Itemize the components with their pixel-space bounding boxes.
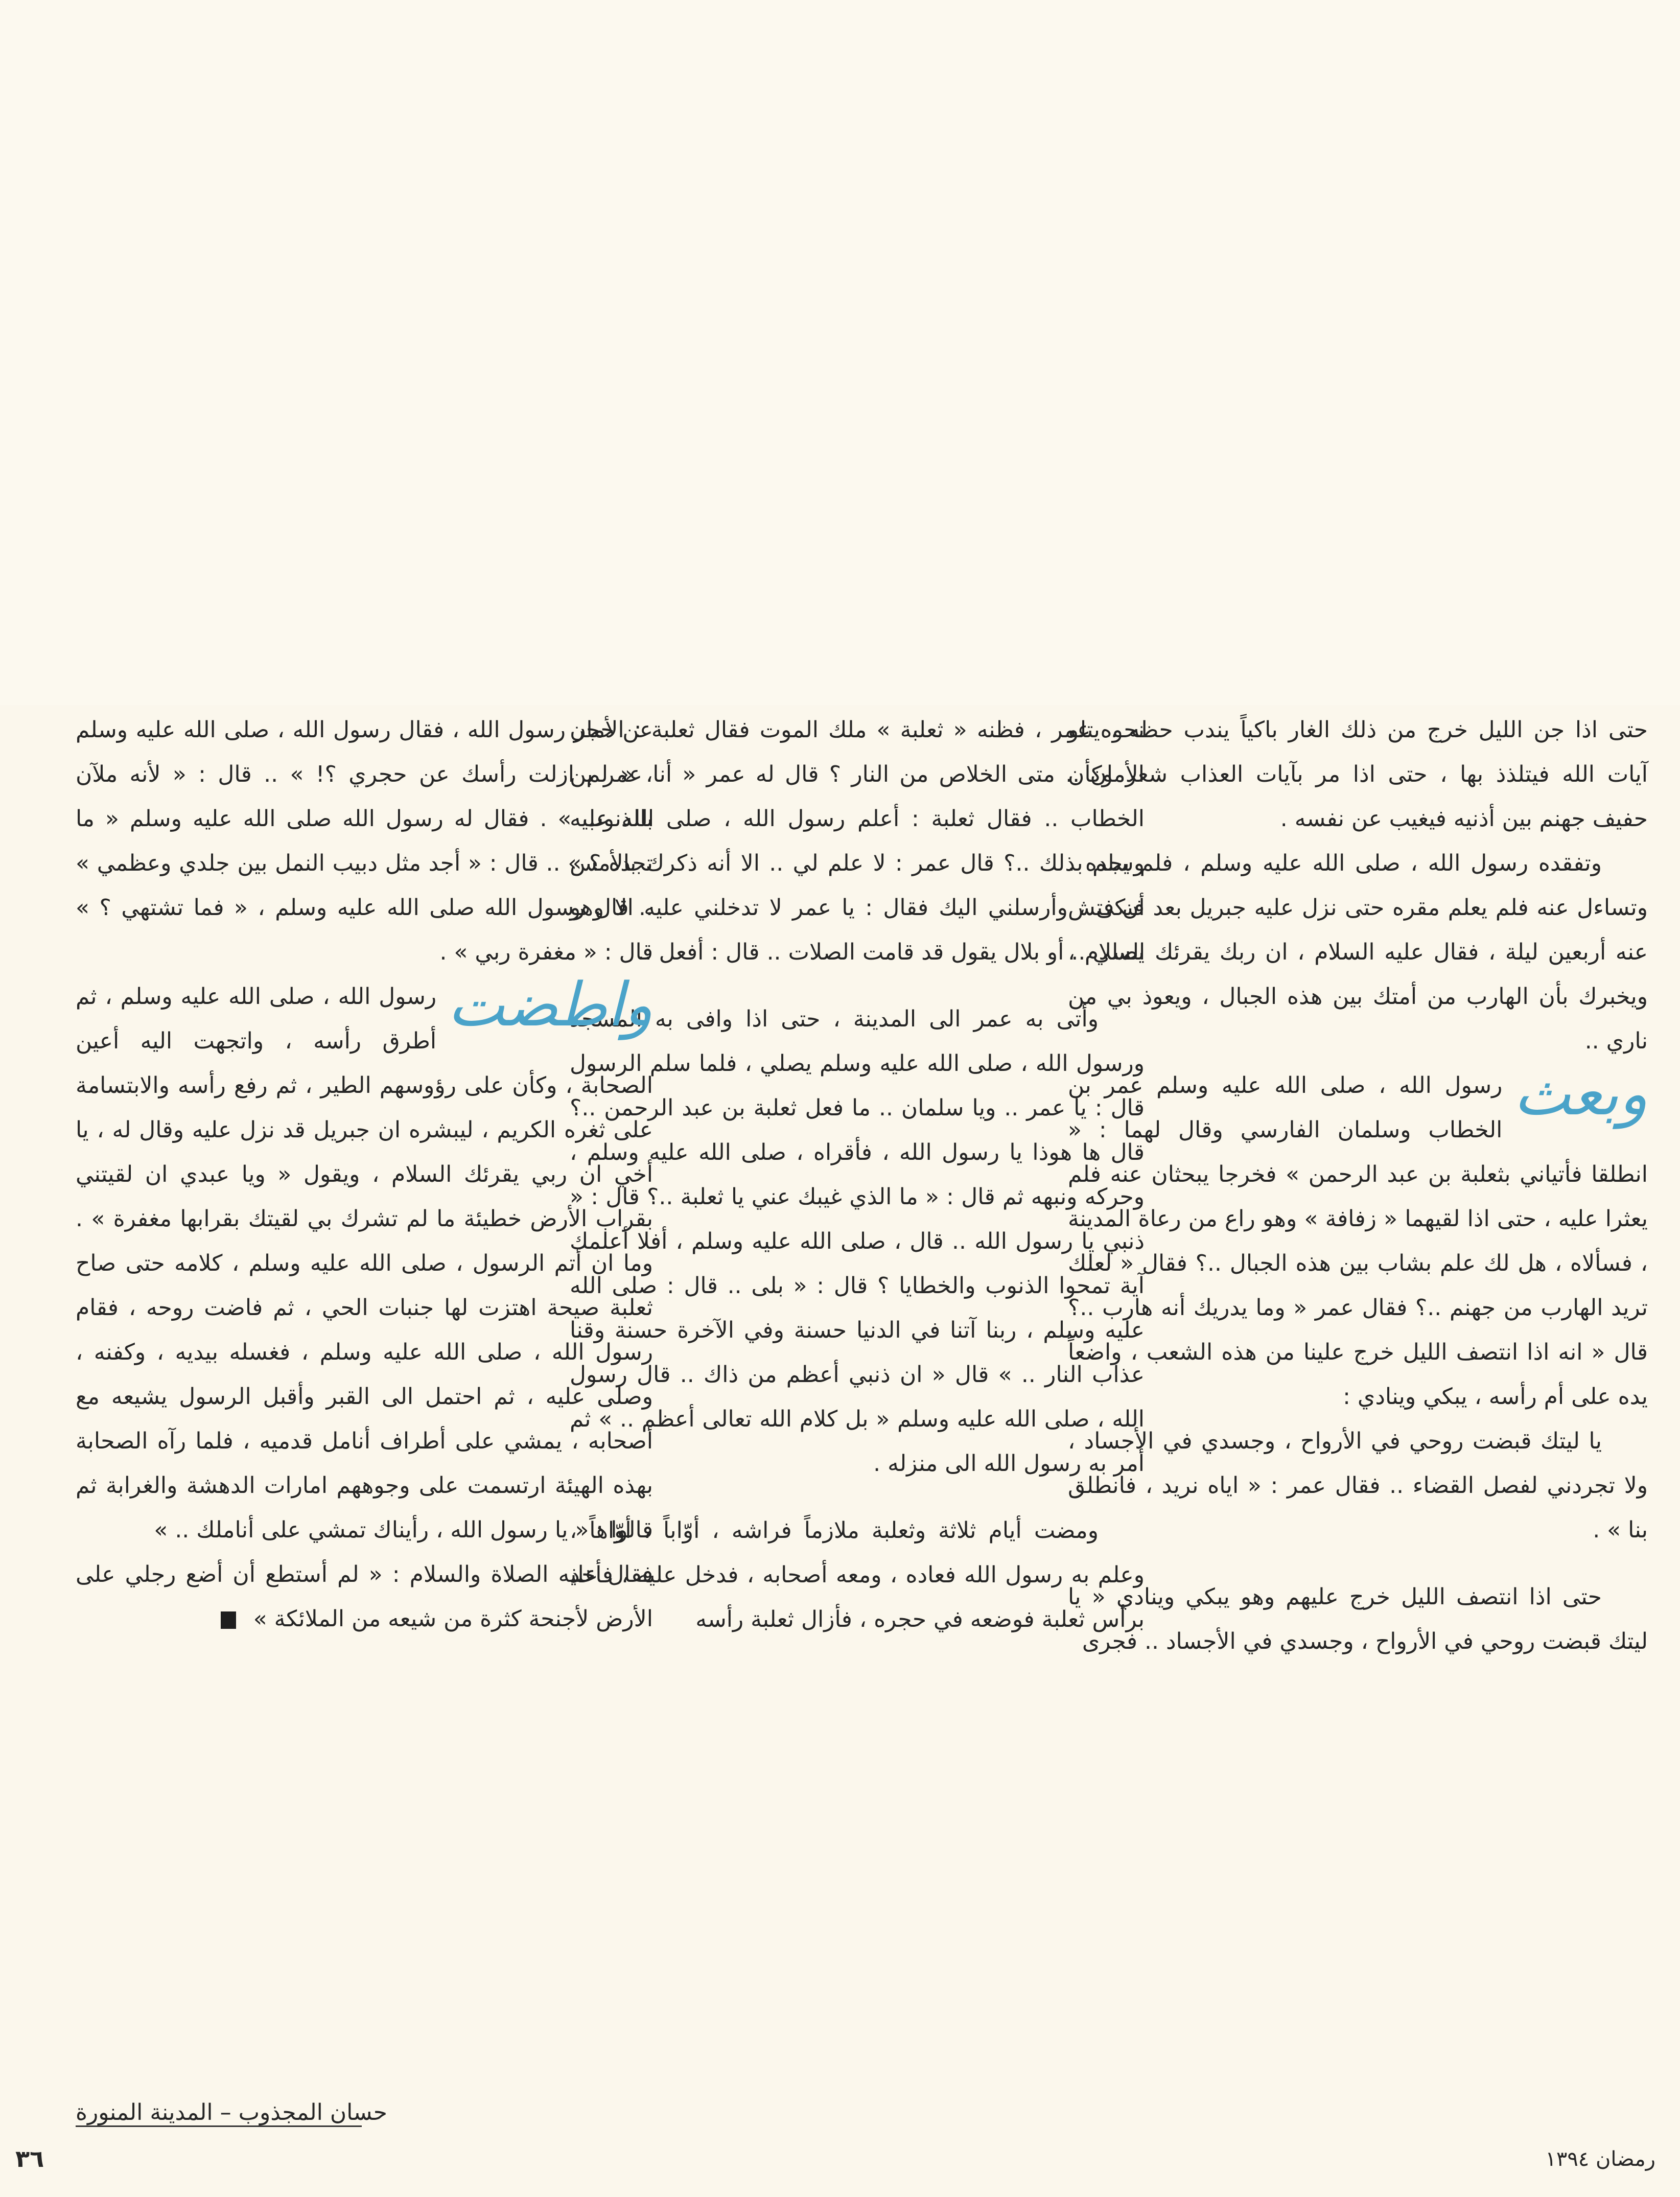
- paragraph: رسول الله ، صلى الله عليه وسلم ، ثم أطرق رأسه ، واتجهت اليه أعين الصحابة ، وكأن على رؤوسهم الطير ، ثم رفع رأسه والابتسامة على ثغره الكريم ، ليبشره ان جبريل قد نزل عليه وقال له ، يا أخي ان ربي يقرئك السلام ، ويقول « ويا عبدي ان لقيتني بقراب الأرض خطيئة ما لم تشرك بي لقيتك بقرابها مغفرة » . وما ان أتم الرسول ، صلى الله عليه وسلم ، كلامه حتى صاح ثعلبة صيحة اهتزت لها جنبات الحي ، ثم فاضت روحه ، فقام رسول الله ، صلى الله عليه وسلم ، فغسله بيديه ، وكفنه ، وصلى عليه ، ثم احتمل الى القبر وأقبل الرسول يشيعه مع أصحابه ، يمشي على أطراف أنامل قدميه ، فلما رآه الصحابة بهذه الهيئة ارتسمت على وجوههم امارات الدهشة والغرابة ثم قالوا : « يا رسول الله ، رأيناك تمشي على أناملك .. »: [76, 984, 653, 1543]
- end-of-article-mark: [221, 1611, 236, 1629]
- article-column-middle: [570, 708, 1145, 1642]
- decorative-initial: واطضت: [448, 969, 653, 1040]
- paragraph: حتى اذا انتصف الليل خرج عليهم وهو يبكي وينادي « يا ليتك قبضت روحي في الأرواح ، وجسدي في الأجساد .. فجرى: [1068, 1584, 1648, 1654]
- article-column-right: [1068, 708, 1648, 1664]
- article-column-left: [76, 708, 653, 1641]
- byline-underline: [76, 2125, 362, 2127]
- paragraph: وأتى به عمر الى المدينة ، حتى اذا وافى به المسجد ورسول الله ، صلى الله عليه وسلم يصلي ، فلما سلم الرسول قال : يا عمر .. ويا سلمان .. ما فعل ثعلبة بن عبد الرحمن ..؟ قال ها هوذا يا رسول الله ، فأقراه ، صلى الله عليه وسلم ، وحركه ونبهه ثم قال : « ما الذي غيبك عني يا ثعلبة ..؟ قال : « ذنبي يا رسول الله .. قال ، صلى الله عليه وسلم ، أفلا أعلمك آية تمحوا الذنوب والخطايا ؟ قال : « بلى .. قال : صلى الله عليه وسلم ، ربنا آتنا في الدنيا حسنة وفي الآخرة حسنة وقنا عذاب النار .. » قال « ان ذنبي أعظم من ذاك .. قال رسول الله ، صلى الله عليه وسلم « بل كلام الله تعالى أعظم .. » ثم أمر به رسول الله الى منزله .: [570, 1006, 1145, 1477]
- blank-upper-area: [0, 0, 1680, 705]
- paragraph: يا ليتك قبضت روحي في الأرواح ، وجسدي في الأجساد ، ولا تجردني لفصل القضاء .. فقال عمر : « اياه نريد ، فانطلق بنا » .: [1068, 1428, 1648, 1543]
- issue-label: رمضان ١٣٩٤: [1545, 2147, 1655, 2171]
- page-number: ٣٦: [15, 2145, 44, 2172]
- author-byline: حسان المجذوب – المدينة المنورة: [76, 2099, 388, 2125]
- paragraph: وتفقده رسول الله ، صلى الله عليه وسلم ، فلم يجده . وتساءل عنه فلم يعلم مقره حتى نزل عليه جبريل بعد أن فتش عنه أربعين ليلة ، فقال عليه السلام ، ان ربك يقرئك السلام ، ويخبرك بأن الهارب من أمتك بين هذه الجبال ، ويعوذ بي من ناري ..: [1068, 850, 1648, 1054]
- paragraph: حتى اذا جن الليل خرج من ذلك الغار باكياً يندب حظه ، يتلو آيات الله فيتلذذ بها ، حتى اذا مر بآيات العذاب شعر وكأن حفيف جهنم بين أذنيه فيغيب عن نفسه .: [1068, 717, 1648, 832]
- paragraph: رسول الله ، صلى الله عليه وسلم عمر بن الخطاب وسلمان الفارسي وقال لهما : « انطلقا فأتياني بثعلبة بن عبد الرحمن » فخرجا يبحثان عنه فلم يعثرا عليه ، حتى اذا لقيهما « زفافة » وهو راع من رعاة المدينة ، فسألاه ، هل لك علم بشاب بين هذه الجبال ..؟ فقال « لعلك تريد الهارب من جهنم ..؟ فقال عمر « وما يدريك أنه هارب ..؟ قال « انه اذا انتصف الليل خرج علينا من هذه الشعب ، واضعاً يده على أم رأسه ، يبكي وينادي :: [1068, 1072, 1648, 1410]
- paragraph: نحوه عمر ، فظنه « ثعلبة » ملك الموت فقال ثعلبة : الأمان الأمان .. متى الخلاص من النار ؟ قال له عمر « أنا عمر بن الخطاب .. فقال ثعلبة : أعلم رسول الله ، صلى الله عليه وسلم بذلك ..؟ قال عمر : لا علم لي .. الا أنه ذكرك بالأمس فبكى ، وأرسلني اليك فقال : يا عمر لا تدخلني عليه الا وهو يصلي .. أو بلال يقول قد قامت الصلات .. قال : أفعل ..: [570, 717, 1145, 965]
- decorative-initial: وبعث: [1513, 1058, 1648, 1129]
- paragraph: ومضت أيام ثلاثة وثعلبة ملازماً فراشه ، أوّاباً ، أوّاهاً ، وعلم به رسول الله فعاده ، ومعه أصحابه ، فدخل عليه ، فأخذ برأس ثعلبة فوضعه في حجره ، فأزال ثعلبة رأسه: [570, 1517, 1145, 1632]
- paragraph: عن حجر رسول الله ، فقال رسول الله ، صلى الله عليه وسلم ، « لم ازلت رأسك عن حجري ؟! » .. قال : « لأنه ملآن بالذنوب » . فقال له رسول الله صلى الله عليه وسلم « ما تجده ؟ » .. قال : « أجد مثل دبيب النمل بين جلدي وعظمي » .. قال رسول الله صلى الله عليه وسلم ، « فما تشتهي ؟ » قال : « مغفرة ربي » .: [76, 717, 653, 965]
- paragraph: فقال عليه الصلاة والسلام : « لم أستطع أن أضع رجلي على الأرض لأجنحة كثرة من شيعه من الملائكة »: [76, 1561, 653, 1632]
